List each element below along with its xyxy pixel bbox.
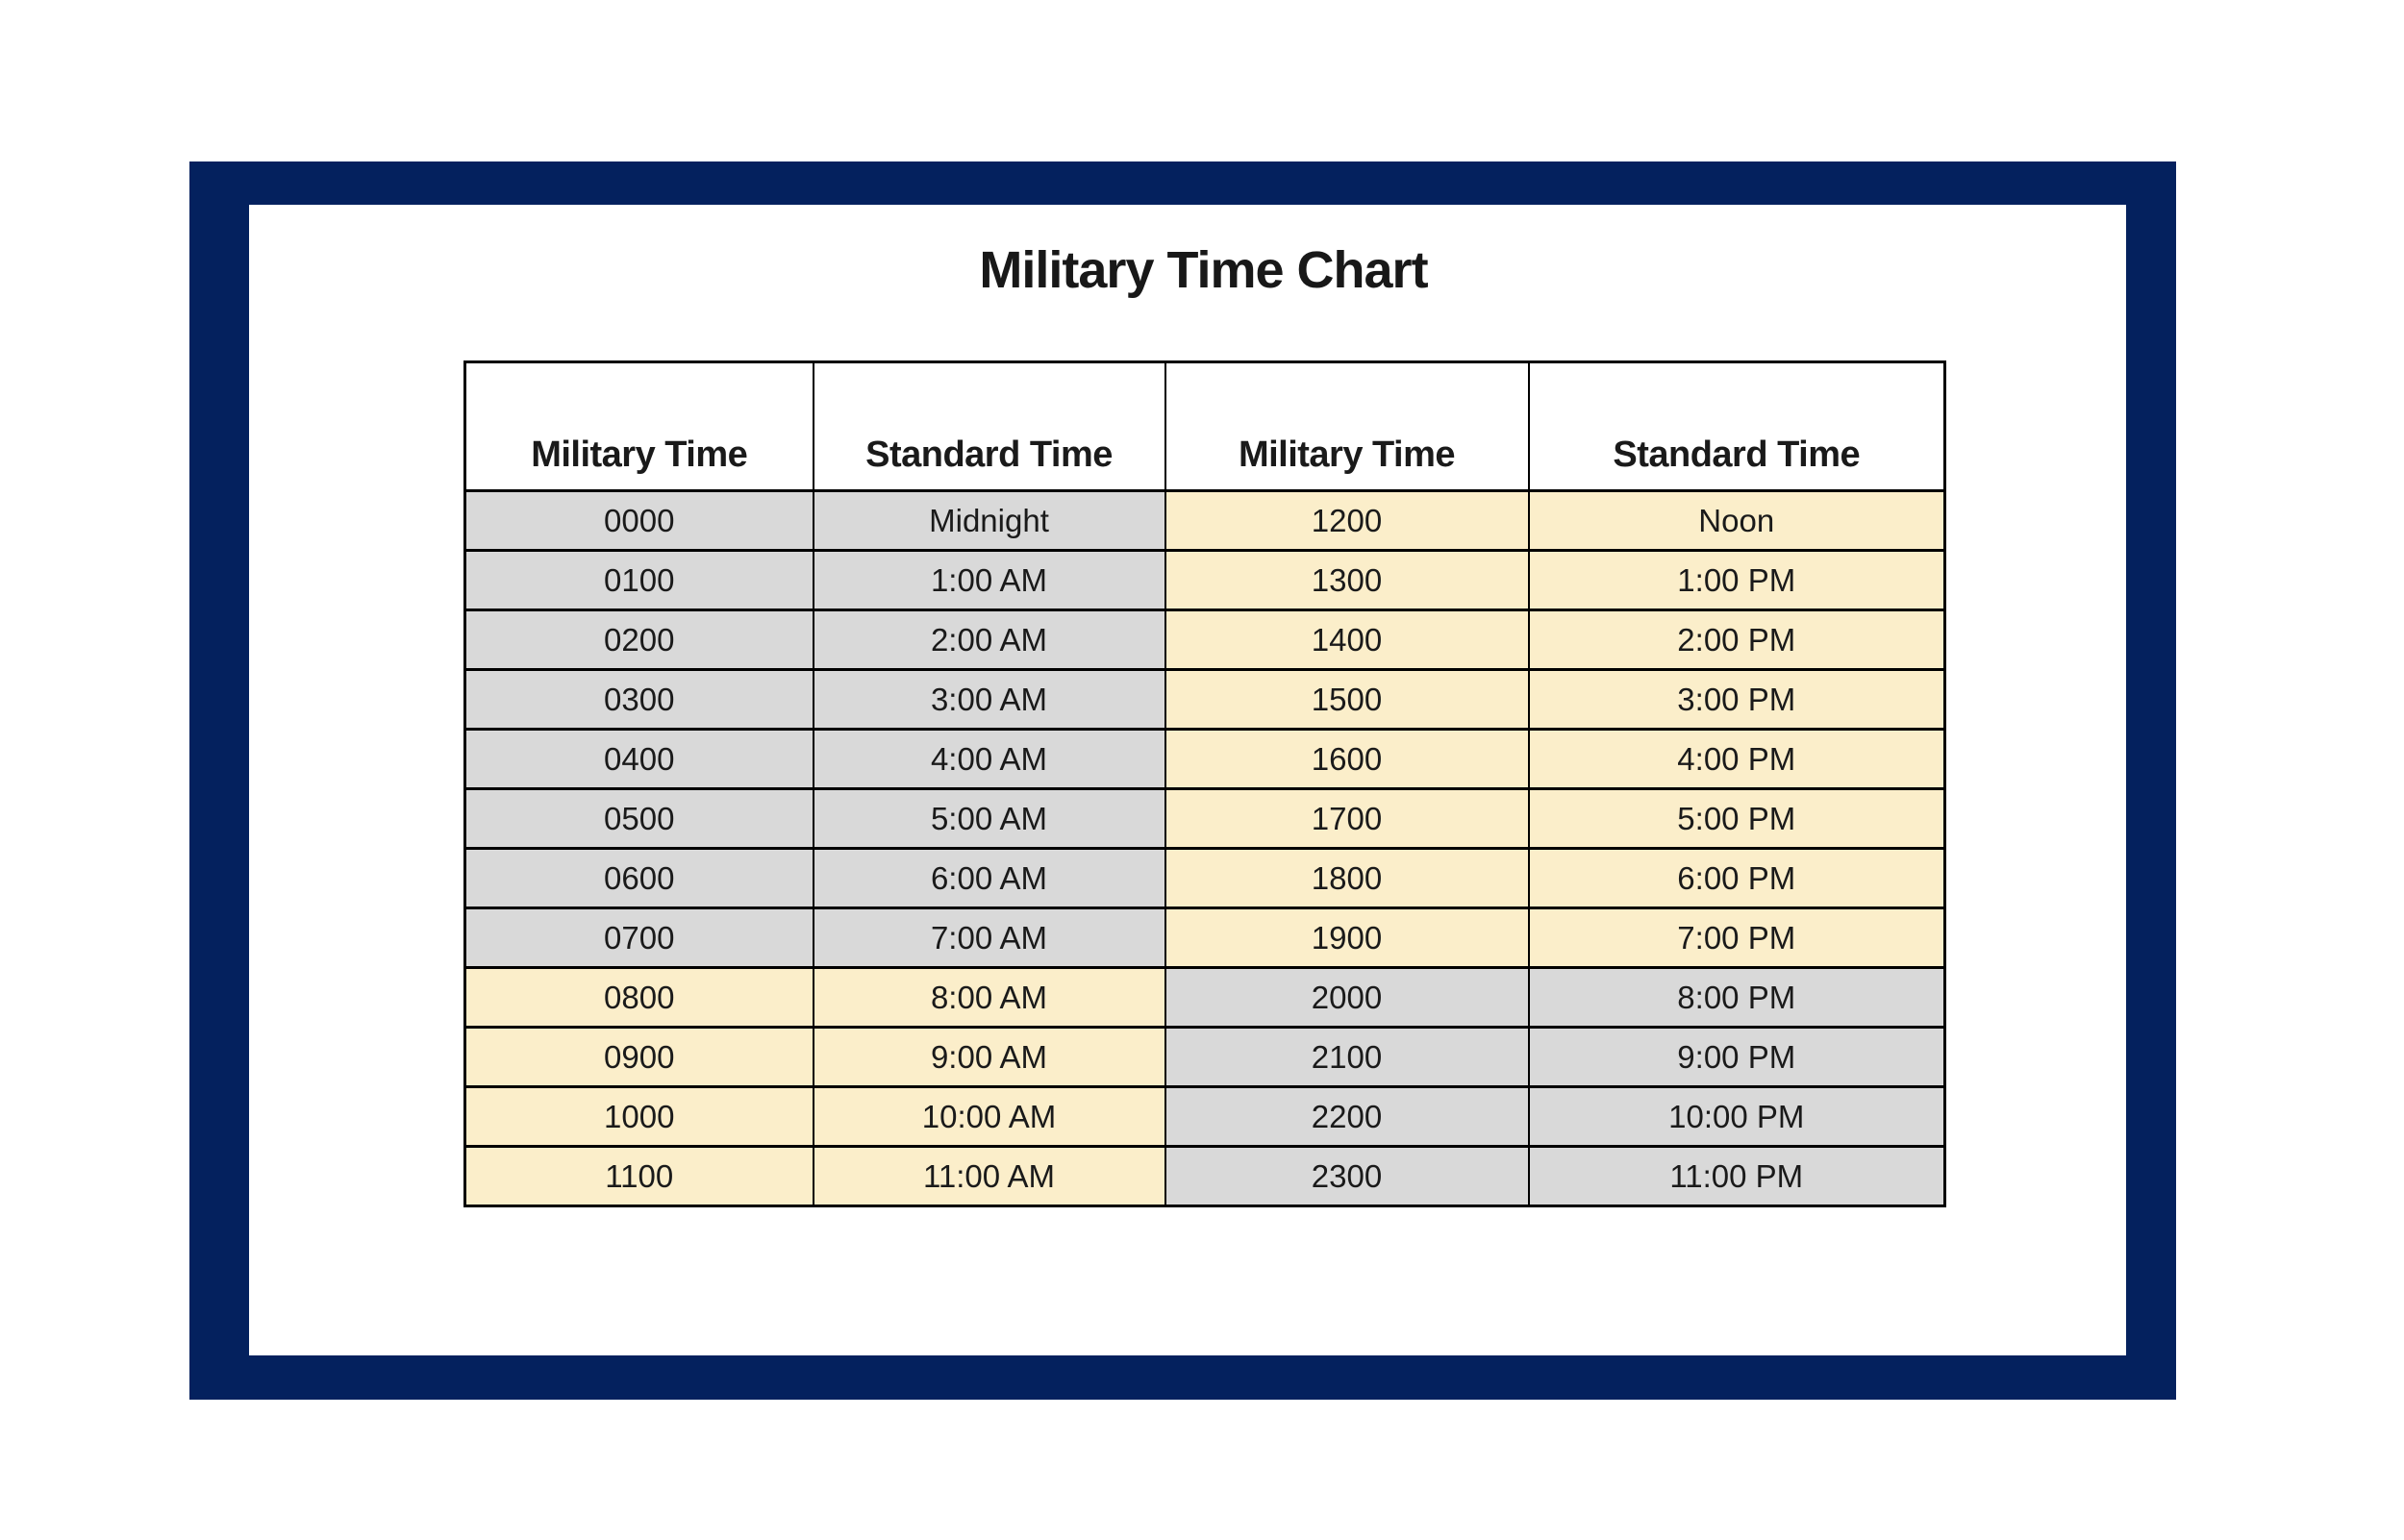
table-cell: 10:00 PM [1529,1087,1945,1147]
table-cell: 8:00 AM [814,968,1165,1028]
table-row [465,908,1945,968]
header-standard-time-left: Standard Time [814,362,1165,491]
table-body [465,491,1945,1206]
header-military-time-left: Military Time [465,362,814,491]
table-cell: 3:00 AM [814,670,1165,730]
military-time-table [463,360,1946,1207]
table-cell: 9:00 PM [1529,1028,1945,1087]
table-cell: 6:00 PM [1529,849,1945,908]
table-row [465,610,1945,670]
table-cell: 6:00 AM [814,849,1165,908]
table-cell: 1700 [1165,789,1529,849]
table-row [465,968,1945,1028]
table-cell: 0800 [465,968,814,1028]
table-row [465,730,1945,789]
table-cell: 0000 [465,491,814,551]
table-cell: 5:00 AM [814,789,1165,849]
table-cell: 1600 [1165,730,1529,789]
table-cell: 4:00 AM [814,730,1165,789]
table-cell: 7:00 AM [814,908,1165,968]
table-cell: 0600 [465,849,814,908]
table-row [465,1028,1945,1087]
table-cell: 1200 [1165,491,1529,551]
table-cell: 4:00 PM [1529,730,1945,789]
table-cell: 11:00 AM [814,1147,1165,1206]
table-row [465,1087,1945,1147]
table-cell: 0700 [465,908,814,968]
table-cell: 2:00 PM [1529,610,1945,670]
header-standard-time-right: Standard Time [1529,362,1945,491]
table-row [465,849,1945,908]
table-cell: 1000 [465,1087,814,1147]
table-cell: 10:00 AM [814,1087,1165,1147]
table-cell: 1:00 PM [1529,551,1945,610]
table-cell: 2100 [1165,1028,1529,1087]
table-cell: 2200 [1165,1087,1529,1147]
table-row [465,1147,1945,1206]
table-cell: 8:00 PM [1529,968,1945,1028]
table-cell: 1800 [1165,849,1529,908]
table-cell: 0200 [465,610,814,670]
table-cell: 9:00 AM [814,1028,1165,1087]
table-row [465,670,1945,730]
table-cell: 1100 [465,1147,814,1206]
table-cell: Midnight [814,491,1165,551]
table-cell: 0300 [465,670,814,730]
table-cell: 5:00 PM [1529,789,1945,849]
table-cell: 1900 [1165,908,1529,968]
table-cell: 0900 [465,1028,814,1087]
table-cell: 0100 [465,551,814,610]
table-cell: 11:00 PM [1529,1147,1945,1206]
table-row [465,789,1945,849]
table-cell: 0500 [465,789,814,849]
table-cell: 1300 [1165,551,1529,610]
table-cell: 7:00 PM [1529,908,1945,968]
table-cell: 2:00 AM [814,610,1165,670]
table-header-row [465,362,1945,491]
header-military-time-right: Military Time [1165,362,1529,491]
table-cell: 1:00 AM [814,551,1165,610]
table-cell: 2000 [1165,968,1529,1028]
table-row [465,551,1945,610]
page-title: Military Time Chart [979,241,1428,299]
table-cell: 2300 [1165,1147,1529,1206]
table-cell: 0400 [465,730,814,789]
table-cell: 1500 [1165,670,1529,730]
table-cell: 3:00 PM [1529,670,1945,730]
table-cell: Noon [1529,491,1945,551]
table-cell: 1400 [1165,610,1529,670]
table-row [465,491,1945,551]
